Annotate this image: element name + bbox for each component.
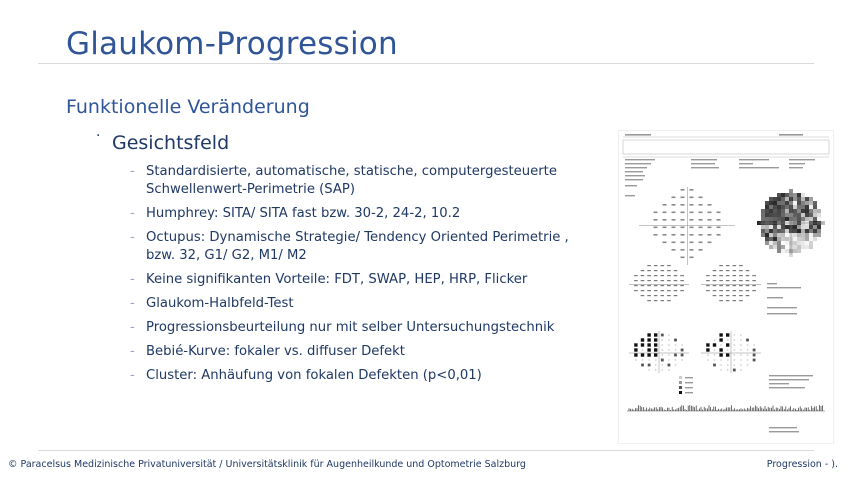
list-item-text: Cluster: Anhäufung von fokalen Defekten (p<0,01) bbox=[146, 368, 482, 383]
dash-marker: - bbox=[130, 320, 135, 335]
list-item-text: Humphrey: SITA/ SITA fast bzw. 30-2, 24-2, 10.2 bbox=[146, 206, 461, 221]
list-item bbox=[130, 163, 580, 199]
list-item bbox=[130, 295, 580, 313]
slide-title: Glaukom-Progression bbox=[66, 26, 398, 62]
dash-marker: - bbox=[130, 230, 135, 245]
list-item bbox=[130, 229, 580, 265]
bullet-heading: Gesichtsfeld bbox=[112, 132, 230, 154]
slide-subtitle: Funktionelle Veränderung bbox=[66, 96, 310, 118]
visual-field-printout bbox=[618, 130, 834, 444]
dash-marker: - bbox=[130, 344, 135, 359]
dash-marker: - bbox=[130, 164, 135, 179]
footer-copyright: © Paracelsus Medizinische Privatuniversität / Universitätsklinik für Augenheilkunde und Optometrie Salzburg bbox=[8, 459, 526, 470]
dash-marker: - bbox=[130, 206, 135, 221]
list-item bbox=[130, 319, 580, 337]
dash-marker: - bbox=[130, 296, 135, 311]
list-item-text: Standardisierte, automatische, statische, computergesteuerte Schwellenwert-Perimetrie (SAP) bbox=[146, 164, 557, 197]
title-divider bbox=[38, 63, 814, 64]
list-item bbox=[130, 205, 580, 223]
dash-marker: - bbox=[130, 272, 135, 287]
list-item bbox=[130, 343, 580, 361]
bullet-marker: · bbox=[96, 128, 101, 144]
visual-field-printout-image bbox=[619, 131, 833, 443]
dash-marker: - bbox=[130, 368, 135, 383]
sub-bullet-list bbox=[130, 163, 580, 391]
list-item bbox=[130, 271, 580, 289]
footer-divider bbox=[38, 450, 814, 451]
footer-page-label: Progression - ). bbox=[766, 459, 838, 470]
list-item-text: Progressionsbeurteilung nur mit selber Untersuchungstechnik bbox=[146, 320, 555, 335]
list-item-text: Keine signifikanten Vorteile: FDT, SWAP, HEP, HRP, Flicker bbox=[146, 272, 528, 287]
list-item bbox=[130, 367, 580, 385]
list-item-text: Octupus: Dynamische Strategie/ Tendency Oriented Perimetrie , bzw. 32, G1/ G2, M1/ M2 bbox=[146, 230, 569, 263]
list-item-text: Glaukom-Halbfeld-Test bbox=[146, 296, 294, 311]
list-item-text: Bebié-Kurve: fokaler vs. diffuser Defekt bbox=[146, 344, 405, 359]
